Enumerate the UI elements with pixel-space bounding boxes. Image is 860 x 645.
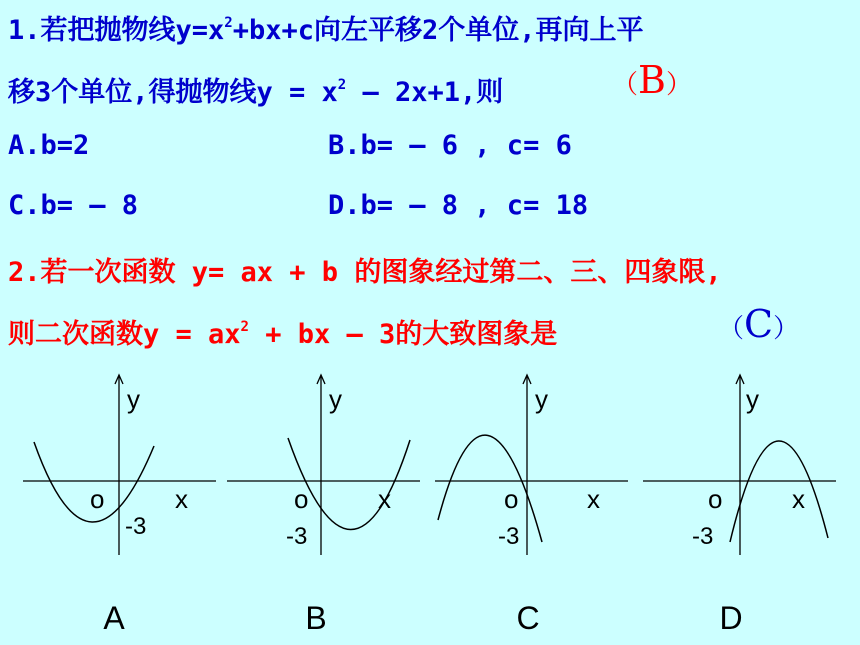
- graph-c: [430, 370, 635, 560]
- graph-c-origin-label: o: [504, 484, 519, 514]
- graph-d-intercept-label: -3: [692, 523, 714, 550]
- q1-option-b: B.b= – 6 , c= 6: [328, 130, 572, 161]
- q1-answer: [612, 58, 692, 102]
- graph-b-origin-label: o: [294, 484, 309, 514]
- graph-c-x-label: x: [587, 484, 600, 514]
- q1-option-a: A.b=2: [8, 130, 90, 161]
- q1-line1-sup: 2: [224, 15, 233, 31]
- graph-a: [18, 370, 223, 560]
- graph-c-label: C: [516, 600, 540, 636]
- graph-d-origin-label: o: [708, 484, 723, 514]
- q1-line1: [8, 8, 644, 47]
- q1-answer-letter: B: [638, 58, 666, 102]
- graph-a-y-label: y: [127, 384, 140, 414]
- graph-d: [638, 370, 843, 560]
- graph-c-y-label: y: [535, 384, 548, 414]
- q2-line2-text: 则二次函数y = ax: [8, 319, 241, 350]
- q2-line1: 2.若一次函数 y= ax + b 的图象经过第二、三、四象限,: [8, 257, 722, 288]
- q1-line2-sup: 2: [337, 77, 347, 93]
- graph-b-x-label: x: [378, 484, 391, 514]
- q1-line2-text: 移3个单位,得抛物线y = x: [8, 77, 338, 108]
- q2-line2-text-end: + bx – 3的大致图象是: [248, 319, 558, 350]
- q2-answer-open: （: [718, 314, 745, 344]
- graph-a-x-label: x: [175, 484, 188, 514]
- q1-line1-text-end: +bx+c向左平移2个单位,再向上平: [232, 15, 644, 46]
- graph-a-label: A: [103, 600, 125, 636]
- q2-answer-close: ）: [773, 314, 800, 344]
- q2-line2: [8, 312, 557, 351]
- q1-answer-open: （: [612, 70, 639, 100]
- q1-option-d: D.b= – 8 , c= 18: [328, 190, 589, 221]
- q2-line2-sup: 2: [240, 319, 249, 335]
- q1-line1-text: 1.若把抛物线y=x: [8, 15, 225, 46]
- q2-answer: [718, 302, 799, 346]
- graph-b-y-label: y: [329, 384, 342, 414]
- q1-line2-text-end: – 2x+1,则: [346, 77, 504, 108]
- q1-option-c: C.b= – 8: [8, 190, 139, 221]
- q1-answer-close: ）: [665, 70, 692, 100]
- graph-d-y-label: y: [746, 384, 759, 414]
- graph-b: [222, 370, 427, 560]
- q1-line2: [8, 70, 503, 109]
- q2-answer-letter: C: [744, 302, 774, 346]
- graph-b-label: B: [305, 600, 327, 636]
- graph-c-intercept-label: -3: [498, 523, 520, 550]
- graph-a-origin-label: o: [90, 484, 105, 514]
- graph-d-x-label: x: [792, 484, 805, 514]
- graph-d-label: D: [719, 600, 743, 636]
- graph-a-intercept-label: -3: [125, 513, 147, 540]
- graph-b-intercept-label: -3: [286, 523, 308, 550]
